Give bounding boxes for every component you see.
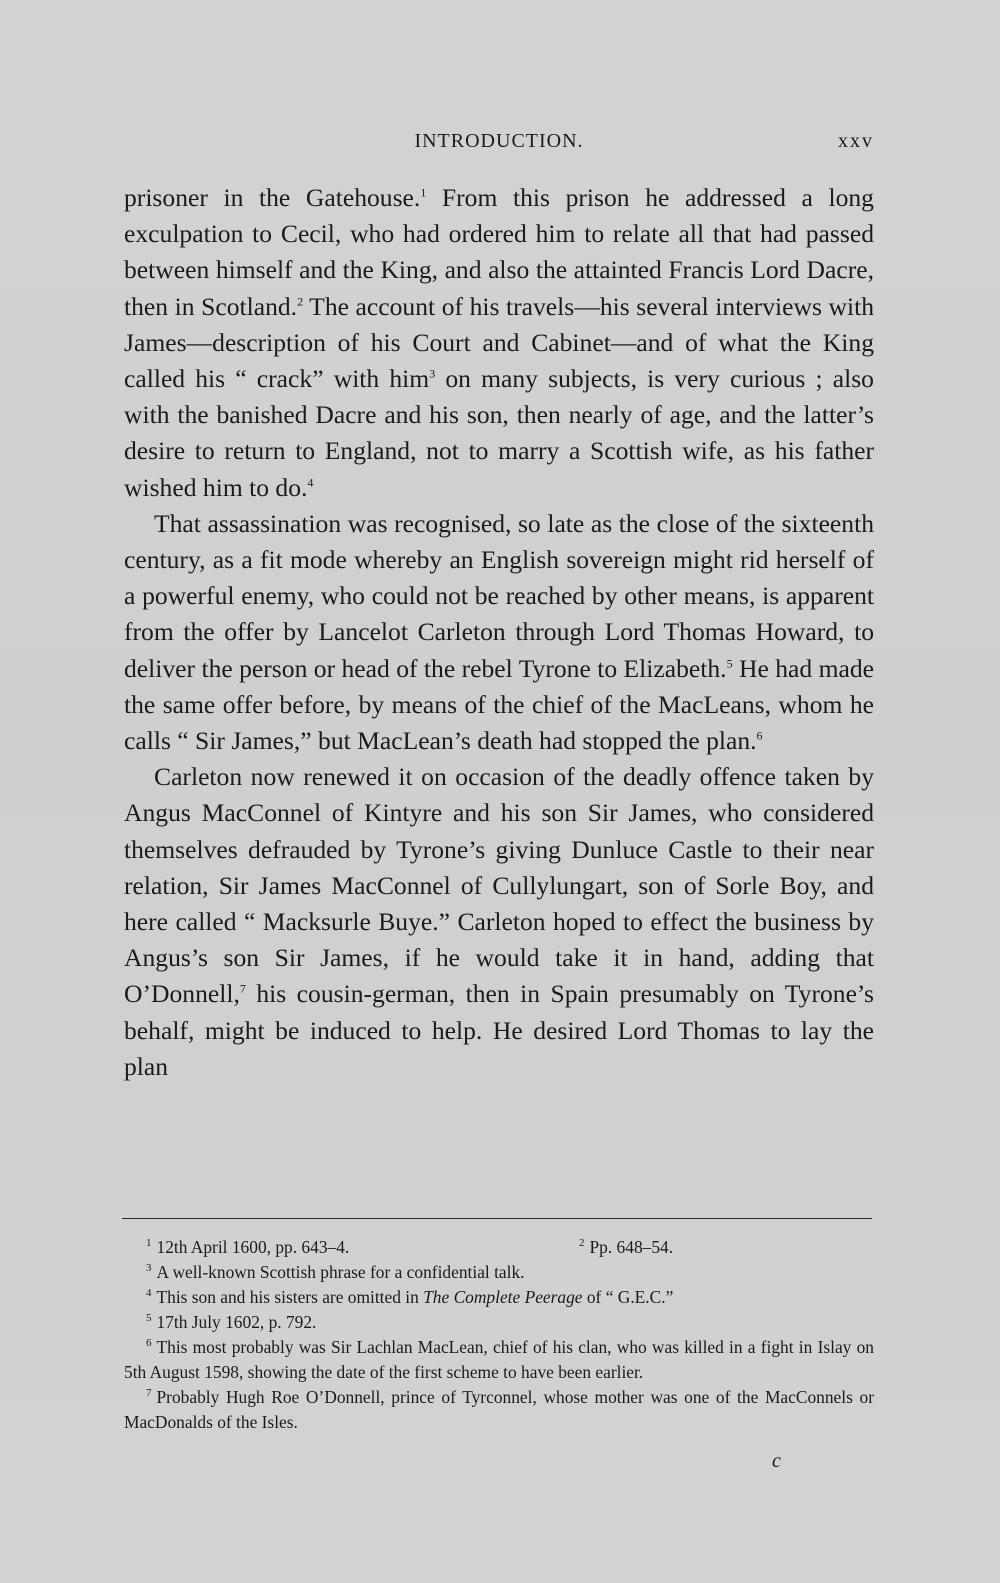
main-text bbox=[124, 180, 874, 1085]
text-run: his cousin-german, then in Spain presumably on Tyrone’s behalf, might be induced to help. He desired Lord Thomas to lay the plan bbox=[124, 979, 874, 1081]
running-head: INTRODUCTION. bbox=[414, 130, 584, 152]
text-run: Carleton now renewed it on occasion of the deadly offence taken by Angus MacConnel of Kintyre and his son Sir James, who considered themselves defrauded by Tyrone’s giving Dunluce Castle to their near relation, Sir James MacConnel of Cullylungart, son of Sorle Boy, and here called “ Macksurle Buye.” Carleton hoped to effect the business by Angus’s son Sir James, if he would take it in hand, adding that O’Donnell, bbox=[124, 762, 874, 1009]
footnote-ref-5: 5 bbox=[726, 656, 733, 671]
footnote-text: Pp. 648–54. bbox=[589, 1237, 674, 1257]
paragraph-3 bbox=[124, 759, 874, 1085]
page-number: xxv bbox=[838, 130, 874, 152]
footnote-mark: 1 bbox=[146, 1237, 152, 1250]
footnote-ref-4: 4 bbox=[307, 475, 314, 490]
text-run: prisoner in the Gatehouse. bbox=[124, 183, 421, 212]
footnotes bbox=[124, 1235, 874, 1435]
footnote-6 bbox=[124, 1335, 874, 1385]
footnote-4 bbox=[124, 1285, 874, 1310]
footnote-ref-2: 2 bbox=[297, 294, 304, 309]
footnote-mark: 5 bbox=[146, 1312, 152, 1325]
footnote-ref-6: 6 bbox=[756, 728, 763, 743]
footnote-text: This son and his sisters are omitted in bbox=[156, 1287, 424, 1307]
footnote-7 bbox=[124, 1385, 874, 1435]
text-run: That assassination was recognised, so late as the close of the sixteenth century, as a fit mode whereby an English sovereign might rid herself of a powerful enemy, who could not be reached by other means, is apparent from the offer by Lancelot Carleton through Lord Thomas Howard, to deliver the person or head of the rebel Tyrone to Elizabeth. bbox=[124, 508, 874, 683]
page-header bbox=[124, 130, 874, 160]
footnote-3 bbox=[124, 1260, 874, 1285]
footnote-mark: 3 bbox=[146, 1262, 152, 1275]
footnote-ref-7: 7 bbox=[239, 981, 246, 996]
text-run: on many subjects, is very curious ; also with the banished Dacre and his son, then nearly of age, and the latter’s desire to return to England, not to marry a Scottish wife, as his father wished him to do. bbox=[124, 364, 874, 502]
footnote-text: Probably Hugh Roe O’Donnell, prince of Tyrconnel, whose mother was one of the MacConnels or MacDonalds of the Isles. bbox=[124, 1387, 874, 1432]
footnote-text: 17th July 1602, p. 792. bbox=[156, 1312, 317, 1332]
footnote-text: 12th April 1600, pp. 643–4. bbox=[156, 1237, 350, 1257]
footnote-text: This most probably was Sir Lachlan MacLean, chief of his clan, who was killed in a fight in Islay on 5th August 1598, showing the date of the first scheme to have been earlier. bbox=[124, 1337, 874, 1382]
text-run: He had made the same offer before, by means of the chief of the MacLeans, whom he calls “ Sir James,” but MacLean’s death had stopped the plan. bbox=[124, 653, 875, 756]
footnote-5 bbox=[124, 1310, 874, 1335]
paragraph-1 bbox=[124, 180, 874, 506]
footnote-text: of “ G.E.C.” bbox=[582, 1287, 674, 1307]
footnote-ref-3: 3 bbox=[429, 366, 436, 381]
text-run: From this prison he addressed a long exculpation to Cecil, who had ordered him to relate all that had passed between himself and the King, and also the attainted Francis Lord Dacre, then in Scotland. bbox=[124, 183, 874, 321]
footnote-divider bbox=[122, 1218, 872, 1219]
footnote-text: A well-known Scottish phrase for a confidential talk. bbox=[156, 1262, 525, 1282]
footnote-1 bbox=[146, 1235, 349, 1260]
signature-mark: c bbox=[772, 1450, 781, 1472]
footnote-row bbox=[124, 1235, 874, 1260]
footnote-mark: 7 bbox=[146, 1387, 152, 1400]
footnote-2 bbox=[579, 1235, 673, 1260]
text-run: The account of his travels—his several interviews with James—description of his Court and Cabinet—and of what the King called his “ crack” with him bbox=[124, 291, 874, 394]
footnote-mark: 4 bbox=[146, 1287, 152, 1300]
footnote-mark: 6 bbox=[146, 1337, 152, 1350]
book-title: The Complete Peerage bbox=[423, 1287, 583, 1307]
footnote-ref-1: 1 bbox=[420, 185, 427, 200]
paragraph-2 bbox=[124, 506, 874, 759]
footnote-mark: 2 bbox=[579, 1237, 585, 1250]
